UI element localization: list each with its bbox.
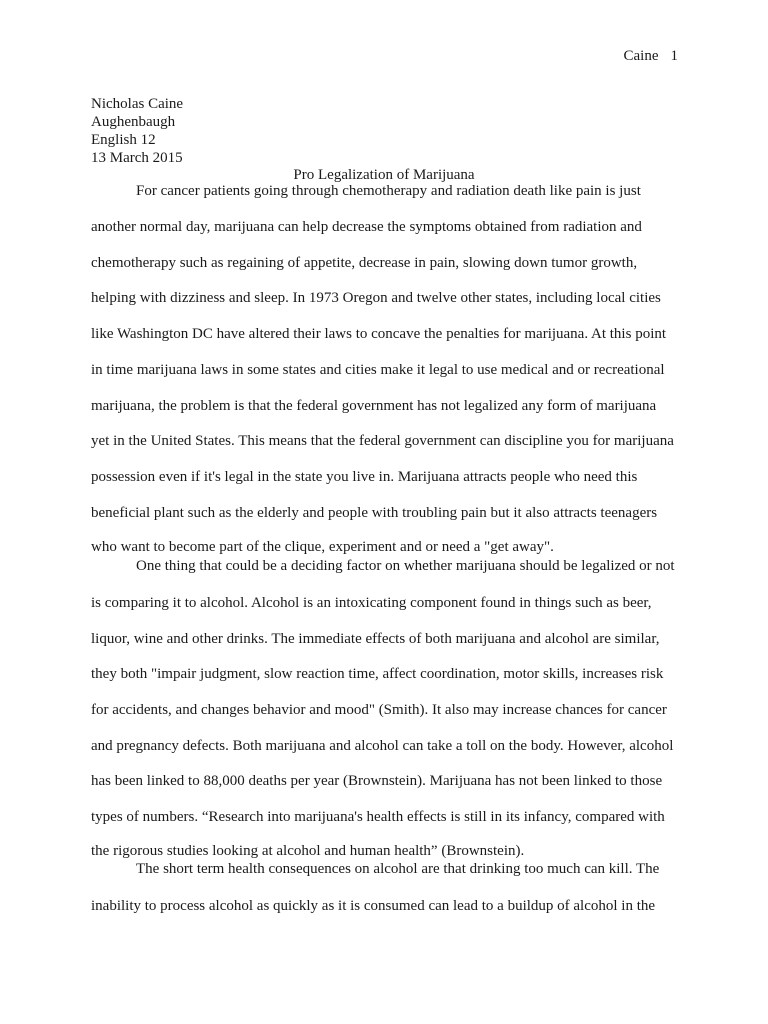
text-line: another normal day, marijuana can help decrease the symptoms obtained from radiation and bbox=[91, 219, 642, 235]
text-line: for accidents, and changes behavior and mood" (Smith). It also may increase chances for cancer bbox=[91, 702, 667, 718]
text-line: they both "impair judgment, slow reaction time, affect coordination, motor skills, increases risk bbox=[91, 666, 664, 682]
text-line: liquor, wine and other drinks. The immediate effects of both marijuana and alcohol are similar, bbox=[91, 631, 660, 647]
text-line: helping with dizziness and sleep. In 1973 Oregon and twelve other states, including local cities bbox=[91, 290, 661, 306]
essay-title: Pro Legalization of Marijuana bbox=[293, 167, 475, 183]
text-line: and pregnancy defects. Both marijuana and alcohol can take a toll on the body. However, alcohol bbox=[91, 738, 674, 754]
mla-heading bbox=[91, 95, 183, 167]
text-line: chemotherapy such as regaining of appetite, decrease in pain, slowing down tumor growth, bbox=[91, 255, 638, 271]
course-name: English 12 bbox=[91, 132, 156, 148]
text-line: yet in the United States. This means that the federal government can discipline you for marijuana bbox=[91, 433, 674, 449]
page-number: 1 bbox=[670, 48, 678, 64]
text-line: possession even if it's legal in the state you live in. Marijuana attracts people who need this bbox=[91, 469, 638, 485]
text-line: types of numbers. “Research into marijuana's health effects is still in its infancy, compared with bbox=[91, 809, 665, 825]
text-line: beneficial plant such as the elderly and people with troubling pain but it also attracts teenagers bbox=[91, 505, 658, 521]
text-line: is comparing it to alcohol. Alcohol is an intoxicating component found in things such as beer, bbox=[91, 595, 652, 611]
text-line: marijuana, the problem is that the federal government has not legalized any form of marijuana bbox=[91, 398, 657, 414]
teacher-name: Aughenbaugh bbox=[91, 114, 176, 130]
text-line: has been linked to 88,000 deaths per year (Brownstein). Marijuana has not been linked to those bbox=[91, 773, 663, 789]
running-head bbox=[624, 47, 679, 65]
text-line: who want to become part of the clique, experiment and or need a "get away". bbox=[91, 539, 554, 555]
essay-date: 13 March 2015 bbox=[91, 150, 183, 166]
text-line: inability to process alcohol as quickly as it is consumed can lead to a buildup of alcohol in the bbox=[91, 898, 656, 914]
text-line: like Washington DC have altered their laws to concave the penalties for marijuana. At this point bbox=[91, 326, 667, 342]
text-line: in time marijuana laws in some states and cities make it legal to use medical and or recreational bbox=[91, 362, 665, 378]
student-name: Nicholas Caine bbox=[91, 96, 184, 112]
text-line: One thing that could be a deciding factor on whether marijuana should be legalized or not bbox=[136, 558, 675, 574]
text-line: the rigorous studies looking at alcohol and human health” (Brownstein). bbox=[91, 843, 525, 859]
text-line: For cancer patients going through chemotherapy and radiation death like pain is just bbox=[136, 183, 641, 199]
text-line: The short term health consequences on alcohol are that drinking too much can kill. The bbox=[136, 861, 660, 877]
running-head-author: Caine bbox=[623, 48, 659, 64]
